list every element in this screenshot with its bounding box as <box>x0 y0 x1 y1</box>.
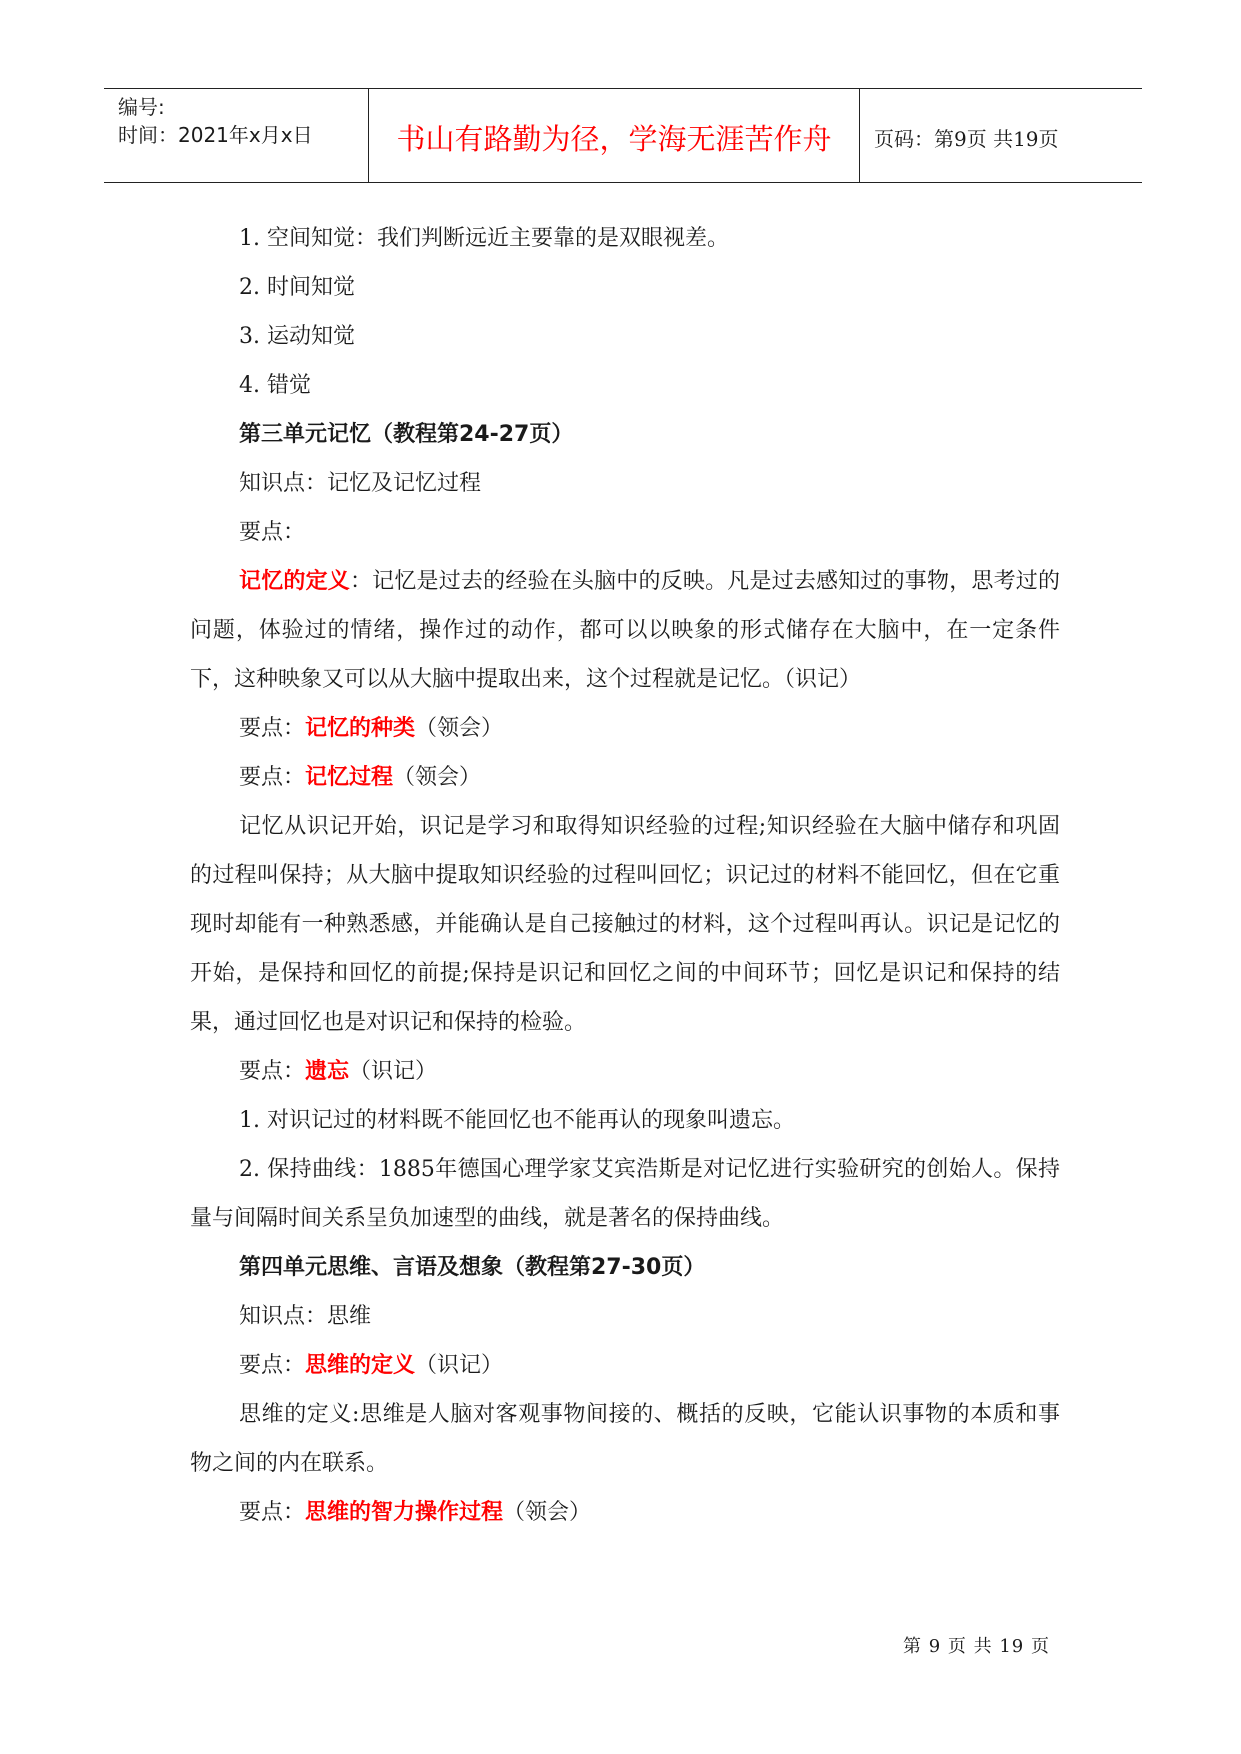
header-motto: 书山有路勤为径，学海无涯苦作舟 <box>396 122 832 156</box>
key-point-suffix: （领会） <box>393 765 482 790</box>
paragraph-text: ：记忆是过去的经验在头脑中的反映。凡是过去感知过的事物，思考过的问题，体验过的情绪，操作过的动作，都可以以映象的形式储存在大脑中，在一定条件下，这种映象又可以从大脑中提取出来，这个过程就是记忆。（识记） <box>190 569 1060 692</box>
key-point <box>190 1488 1060 1537</box>
key-point-prefix: 要点： <box>239 1500 306 1525</box>
key-point-suffix: （识记） <box>349 1059 438 1084</box>
key-point-prefix: 要点： <box>239 1353 306 1378</box>
section-heading-unit4: 第四单元思维、言语及想象（教程第27-30页） <box>239 1255 706 1280</box>
header-page-cell <box>860 89 1142 182</box>
list-item: 3. 运动知觉 <box>239 324 355 349</box>
key-point-prefix: 要点： <box>239 765 306 790</box>
header-page-label: 页码：第9页 共19页 <box>874 127 1059 151</box>
header-meta-cell <box>104 89 369 182</box>
document-number-label: 编号: <box>118 95 165 119</box>
term-highlight: 遗忘 <box>305 1058 350 1084</box>
term-highlight: 思维的定义 <box>305 1352 416 1378</box>
term-highlight: 思维的智力操作过程 <box>305 1499 504 1525</box>
section-heading-unit3: 第三单元记忆（教程第24-27页） <box>239 422 574 447</box>
key-point-suffix: （领会） <box>415 716 504 741</box>
list-item: 1. 对识记过的材料既不能回忆也不能再认的现象叫遗忘。 <box>239 1108 795 1133</box>
paragraph-thinking-definition: 思维的定义:思维是人脑对客观事物间接的、概括的反映，它能认识事物的本质和事物之间的内在联系。 <box>190 1402 1060 1476</box>
list-item: 4. 错觉 <box>239 373 311 398</box>
knowledge-point: 知识点：思维 <box>239 1304 372 1329</box>
document-body <box>190 214 1060 1537</box>
key-point-suffix: （识记） <box>415 1353 504 1378</box>
header-motto-cell <box>369 89 860 182</box>
term-highlight: 记忆的种类 <box>305 715 416 741</box>
term-highlight: 记忆的定义 <box>239 568 350 594</box>
page-footer: 第 9 页 共 19 页 <box>903 1636 1050 1657</box>
list-item: 1. 空间知觉：我们判断远近主要靠的是双眼视差。 <box>239 226 729 251</box>
paragraph-memory-definition <box>190 557 1060 704</box>
key-point-prefix: 要点： <box>239 1059 306 1084</box>
key-point-suffix: （领会） <box>503 1500 592 1525</box>
page-header <box>104 88 1142 183</box>
knowledge-point: 知识点：记忆及记忆过程 <box>239 471 482 496</box>
key-point-prefix: 要点： <box>239 716 306 741</box>
key-point <box>190 1341 1060 1390</box>
key-point <box>190 704 1060 753</box>
key-point <box>190 753 1060 802</box>
key-point-label: 要点： <box>239 520 306 545</box>
term-highlight: 记忆过程 <box>305 764 394 790</box>
paragraph-retention-curve: 2. 保持曲线：1885年德国心理学家艾宾浩斯是对记忆进行实验研究的创始人。保持量与间隔时间关系呈负加速型的曲线，就是著名的保持曲线。 <box>190 1157 1060 1231</box>
key-point <box>190 1047 1060 1096</box>
document-time-label: 时间：2021年x月x日 <box>118 123 313 147</box>
paragraph-memory-process: 记忆从识记开始，识记是学习和取得知识经验的过程;知识经验在大脑中储存和巩固的过程叫保持；从大脑中提取知识经验的过程叫回忆；识记过的材料不能回忆，但在它重现时却能有一种熟悉感，并能确认是自己接触过的材料，这个过程叫再认。识记是记忆的开始，是保持和回忆的前提;保持是识记和回忆之间的中间环节；回忆是识记和保持的结果，通过回忆也是对识记和保持的检验。 <box>190 814 1060 1035</box>
list-item: 2. 时间知觉 <box>239 275 355 300</box>
